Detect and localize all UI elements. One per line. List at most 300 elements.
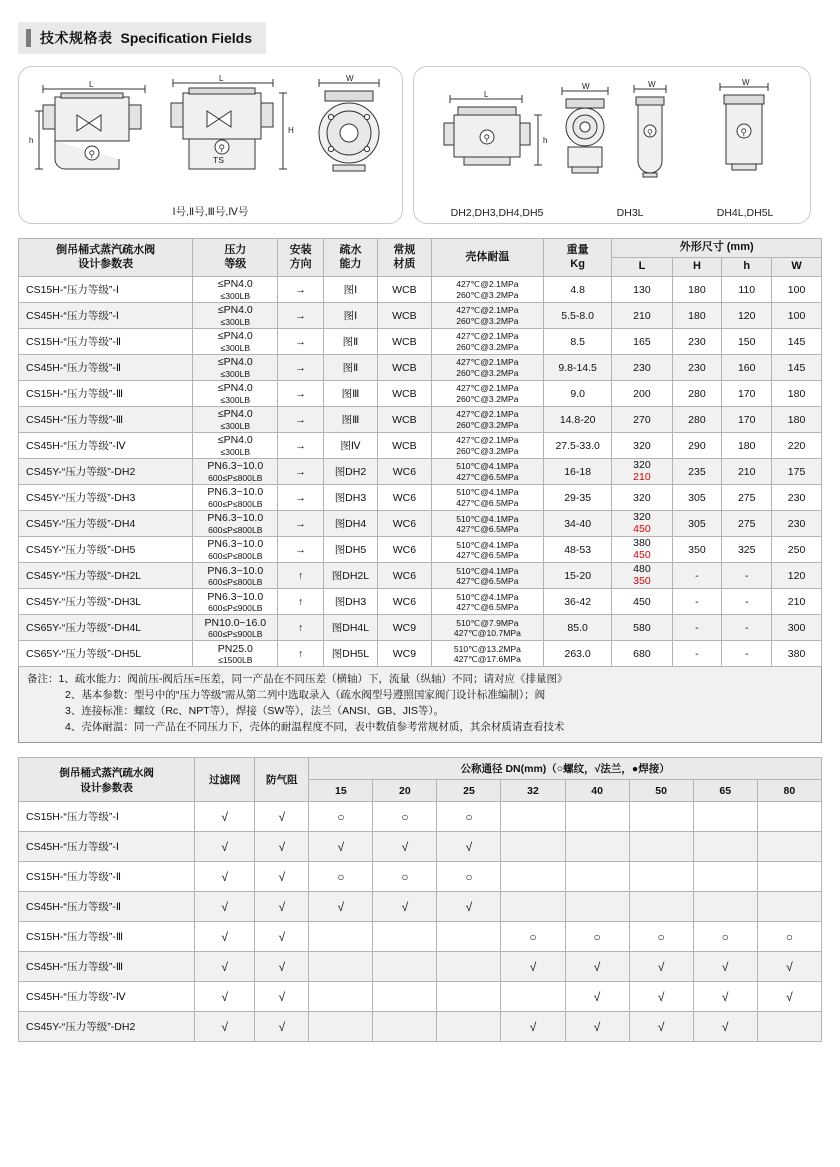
spec-cell-dim-h: 280 <box>672 381 722 407</box>
title-tick-icon <box>26 29 31 47</box>
spec-cell-pressure: PN10.0~16.0 600≤P≤900LB <box>193 615 278 641</box>
svg-text:⚲: ⚲ <box>218 143 226 153</box>
spec-cell-pressure: PN6.3~10.0 600≤P≤800LB <box>193 563 278 589</box>
dn-header-size-40: 40 <box>565 780 629 802</box>
spec-cell-install-direction: ↑ <box>278 589 324 615</box>
spec-cell-pressure: ≤PN4.0 ≤300LB <box>193 329 278 355</box>
spec-cell-install-direction: → <box>278 303 324 329</box>
spec-cell-dim-l: 580 <box>612 615 672 641</box>
dn-cell-model: CS15H-“压力等级”-Ⅱ <box>19 862 195 892</box>
spec-cell-temperature: 427℃@2.1MPa 260℃@3.2MPa <box>431 407 543 433</box>
dn-cell-size-32: √ <box>501 1012 565 1042</box>
dn-cell-size-50: √ <box>629 1012 693 1042</box>
dn-header-size-25: 25 <box>437 780 501 802</box>
dn-cell-airlock: √ <box>255 832 309 862</box>
dn-cell-airlock: √ <box>255 892 309 922</box>
dn-cell-size-65: √ <box>693 982 757 1012</box>
spec-cell-dim-l: 480 350 <box>612 563 672 589</box>
spec-header-dim-h: H <box>672 258 722 277</box>
spec-table-row <box>19 407 822 433</box>
spec-cell-weight: 85.0 <box>543 615 611 641</box>
dn-table-row <box>19 982 822 1012</box>
spec-cell-temperature: 510℃@13.2MPa 427℃@17.6MPa <box>431 641 543 667</box>
dn-cell-size-50 <box>629 832 693 862</box>
dn-cell-size-40 <box>565 802 629 832</box>
spec-cell-install-direction: → <box>278 485 324 511</box>
dn-cell-airlock: √ <box>255 952 309 982</box>
spec-cell-model: CS45Y-“压力等级”-DH5 <box>19 537 193 563</box>
svg-text:⚲: ⚲ <box>483 133 491 143</box>
dn-header-filter: 过滤网 <box>195 758 255 802</box>
spec-cell-drain-figure: 图DH5L <box>323 641 377 667</box>
dn-cell-size-15 <box>309 1012 373 1042</box>
dn-table-row <box>19 952 822 982</box>
spec-cell-drain-figure: 图DH4 <box>323 511 377 537</box>
spec-cell-drain-figure: 图Ⅳ <box>323 433 377 459</box>
spec-table-row <box>19 433 822 459</box>
spec-table-row <box>19 615 822 641</box>
drawing-panels <box>18 66 822 224</box>
spec-cell-drain-figure: 图Ⅲ <box>323 407 377 433</box>
spec-cell-weight: 263.0 <box>543 641 611 667</box>
spec-cell-dim-w: 175 <box>772 459 822 485</box>
spec-cell-weight: 5.5-8.0 <box>543 303 611 329</box>
dn-cell-size-20: √ <box>373 892 437 922</box>
spec-cell-model: CS45H-“压力等级”-Ⅰ <box>19 303 193 329</box>
spec-cell-pressure: PN6.3~10.0 600≤P≤800LB <box>193 537 278 563</box>
trap-drawing-group-2 <box>414 67 810 217</box>
spec-cell-weight: 9.8-14.5 <box>543 355 611 381</box>
spec-cell-model: CS45H-“压力等级”-Ⅱ <box>19 355 193 381</box>
spec-cell-dim-w: 230 <box>772 485 822 511</box>
spec-cell-install-direction: ↑ <box>278 615 324 641</box>
dn-cell-size-50: √ <box>629 982 693 1012</box>
spec-cell-install-direction: → <box>278 329 324 355</box>
dn-cell-size-65 <box>693 892 757 922</box>
spec-cell-weight: 4.8 <box>543 277 611 303</box>
spec-cell-material: WCB <box>377 381 431 407</box>
dn-cell-size-40 <box>565 832 629 862</box>
dn-cell-size-80 <box>757 892 821 922</box>
dn-cell-size-15: ○ <box>309 862 373 892</box>
dn-cell-size-32 <box>501 892 565 922</box>
spec-cell-dim-h-small: - <box>722 641 772 667</box>
spec-cell-dim-h-small: 170 <box>722 407 772 433</box>
spec-cell-model: CS65Y-“压力等级”-DH5L <box>19 641 193 667</box>
spec-header-model: 倒吊桶式蒸汽疏水阀 设计参数表 <box>19 239 193 277</box>
spec-cell-dim-l: 230 <box>612 355 672 381</box>
spec-header-dimensions: 外形尺寸 (mm) <box>612 239 822 258</box>
spec-cell-temperature: 427℃@2.1MPa 260℃@3.2MPa <box>431 381 543 407</box>
spec-cell-dim-w: 220 <box>772 433 822 459</box>
svg-text:⚲: ⚲ <box>88 149 96 159</box>
dn-cell-size-32 <box>501 802 565 832</box>
page-title <box>18 22 266 54</box>
dn-cell-airlock: √ <box>255 982 309 1012</box>
spec-table-row <box>19 589 822 615</box>
spec-header-dim-h-small: h <box>722 258 772 277</box>
dn-cell-airlock: √ <box>255 862 309 892</box>
page-title-cn: 技术规格表 <box>40 30 113 46</box>
spec-cell-dim-h-small: 110 <box>722 277 772 303</box>
spec-table-row <box>19 381 822 407</box>
dn-cell-size-25: √ <box>437 892 501 922</box>
dn-cell-size-32 <box>501 982 565 1012</box>
spec-cell-temperature: 510℃@4.1MPa 427℃@6.5MPa <box>431 589 543 615</box>
dn-cell-size-80 <box>757 862 821 892</box>
drawing-caption-left: Ⅰ号,Ⅱ号,Ⅲ号,Ⅳ号 <box>172 206 249 218</box>
spec-cell-temperature: 510℃@4.1MPa 427℃@6.5MPa <box>431 485 543 511</box>
spec-cell-pressure: ≤PN4.0 ≤300LB <box>193 277 278 303</box>
spec-cell-model: CS45H-“压力等级”-Ⅳ <box>19 433 193 459</box>
spec-cell-install-direction: → <box>278 381 324 407</box>
dn-cell-size-15: √ <box>309 832 373 862</box>
spec-header-temperature: 壳体耐温 <box>431 239 543 277</box>
drawing-captions-right <box>414 207 810 219</box>
svg-text:H: H <box>288 126 294 135</box>
spec-header-dim-l: L <box>612 258 672 277</box>
spec-cell-dim-h: 180 <box>672 277 722 303</box>
dn-header-size-50: 50 <box>629 780 693 802</box>
dn-cell-size-50 <box>629 862 693 892</box>
spec-cell-model: CS45H-“压力等级”-Ⅲ <box>19 407 193 433</box>
spec-cell-dim-w: 380 <box>772 641 822 667</box>
spec-cell-temperature: 510℃@4.1MPa 427℃@6.5MPa <box>431 459 543 485</box>
spec-cell-weight: 34-40 <box>543 511 611 537</box>
spec-cell-dim-w: 180 <box>772 381 822 407</box>
spec-cell-dim-l: 320 <box>612 485 672 511</box>
spec-cell-model: CS15H-“压力等级”-Ⅱ <box>19 329 193 355</box>
spec-cell-dim-h: - <box>672 563 722 589</box>
spec-cell-drain-figure: 图Ⅱ <box>323 355 377 381</box>
spec-cell-dim-h-small: 120 <box>722 303 772 329</box>
dn-cell-size-65 <box>693 802 757 832</box>
spec-cell-install-direction: ↑ <box>278 641 324 667</box>
spec-cell-material: WCB <box>377 407 431 433</box>
dn-header-row-1 <box>19 758 822 780</box>
drawing-caption-dh3l: DH3L <box>616 207 644 219</box>
dn-cell-model: CS45H-“压力等级”-Ⅳ <box>19 982 195 1012</box>
spec-cell-drain-figure: 图DH4L <box>323 615 377 641</box>
spec-cell-dim-l: 450 <box>612 589 672 615</box>
spec-cell-install-direction: → <box>278 355 324 381</box>
dn-cell-size-65: √ <box>693 1012 757 1042</box>
spec-cell-model: CS45Y-“压力等级”-DH2 <box>19 459 193 485</box>
dn-cell-size-40: √ <box>565 952 629 982</box>
dn-header-nominal-diameter: 公称通径 DN(mm)（○螺纹，√法兰，●焊接） <box>309 758 822 780</box>
spec-cell-pressure: ≤PN4.0 ≤300LB <box>193 381 278 407</box>
spec-cell-temperature: 510℃@7.9MPa 427℃@10.7MPa <box>431 615 543 641</box>
dn-cell-airlock: √ <box>255 802 309 832</box>
dn-header-size-32: 32 <box>501 780 565 802</box>
dn-cell-size-32 <box>501 862 565 892</box>
dn-table-row <box>19 802 822 832</box>
dn-cell-filter: √ <box>195 1012 255 1042</box>
page-title-en: Specification Fields <box>120 30 252 46</box>
spec-cell-dim-l: 380 450 <box>612 537 672 563</box>
spec-header-drain: 疏水 能力 <box>323 239 377 277</box>
spec-cell-dim-l: 270 <box>612 407 672 433</box>
remark-line-4: 4、壳体耐温：同一产品在不同压力下，壳体的耐温程度不同，表中数值参考常规材质，其余材质请查看技术 <box>65 720 565 733</box>
spec-cell-dim-l: 320 450 <box>612 511 672 537</box>
spec-cell-dim-h-small: 150 <box>722 329 772 355</box>
spec-header-dim-w: W <box>772 258 822 277</box>
spec-cell-dim-h-small: 170 <box>722 381 772 407</box>
spec-cell-weight: 48-53 <box>543 537 611 563</box>
spec-table-row <box>19 303 822 329</box>
svg-text:L: L <box>219 74 224 83</box>
spec-cell-dim-h: - <box>672 589 722 615</box>
svg-text:W: W <box>648 80 656 89</box>
spec-cell-temperature: 510℃@4.1MPa 427℃@6.5MPa <box>431 563 543 589</box>
spec-table-row <box>19 459 822 485</box>
dn-cell-size-32: ○ <box>501 922 565 952</box>
spec-cell-dim-h-small: 325 <box>722 537 772 563</box>
dn-cell-filter: √ <box>195 802 255 832</box>
dn-cell-size-15 <box>309 922 373 952</box>
dn-cell-model: CS15H-“压力等级”-Ⅰ <box>19 802 195 832</box>
spec-header-weight: 重量 Kg <box>543 239 611 277</box>
dn-cell-size-20: ○ <box>373 802 437 832</box>
dn-cell-size-25 <box>437 1012 501 1042</box>
dn-cell-size-80 <box>757 1012 821 1042</box>
dn-cell-model: CS45H-“压力等级”-Ⅱ <box>19 892 195 922</box>
dn-cell-filter: √ <box>195 892 255 922</box>
dn-header-size-65: 65 <box>693 780 757 802</box>
spec-cell-install-direction: → <box>278 537 324 563</box>
spec-table-row <box>19 511 822 537</box>
specification-table <box>18 238 822 667</box>
spec-cell-dim-h: - <box>672 615 722 641</box>
dn-cell-size-15: √ <box>309 892 373 922</box>
dn-cell-airlock: √ <box>255 1012 309 1042</box>
dn-cell-size-25: ○ <box>437 802 501 832</box>
spec-cell-material: WC6 <box>377 589 431 615</box>
spec-cell-material: WCB <box>377 433 431 459</box>
svg-text:⚲: ⚲ <box>647 128 653 137</box>
spec-cell-drain-figure: 图Ⅰ <box>323 303 377 329</box>
spec-header-material: 常规 材质 <box>377 239 431 277</box>
spec-cell-material: WCB <box>377 277 431 303</box>
dn-cell-filter: √ <box>195 952 255 982</box>
spec-cell-temperature: 427℃@2.1MPa 260℃@3.2MPa <box>431 329 543 355</box>
dn-cell-size-65 <box>693 862 757 892</box>
spec-cell-model: CS45Y-“压力等级”-DH2L <box>19 563 193 589</box>
dn-table <box>18 757 822 1042</box>
dn-cell-size-80: √ <box>757 982 821 1012</box>
dn-header-model: 倒吊桶式蒸汽疏水阀 设计参数表 <box>19 758 195 802</box>
dn-cell-size-65 <box>693 832 757 862</box>
dn-header-size-15: 15 <box>309 780 373 802</box>
dn-table-row <box>19 832 822 862</box>
spec-table-row <box>19 277 822 303</box>
dn-cell-size-25 <box>437 922 501 952</box>
dn-cell-size-20 <box>373 982 437 1012</box>
drawing-caption-dh4l5l: DH4L,DH5L <box>716 207 774 219</box>
dn-cell-size-50: √ <box>629 952 693 982</box>
spec-cell-dim-h-small: 160 <box>722 355 772 381</box>
spec-cell-dim-l: 320 210 <box>612 459 672 485</box>
dn-cell-airlock: √ <box>255 922 309 952</box>
dn-cell-size-40: √ <box>565 982 629 1012</box>
spec-cell-temperature: 427℃@2.1MPa 260℃@3.2MPa <box>431 303 543 329</box>
spec-cell-material: WC9 <box>377 615 431 641</box>
spec-cell-weight: 27.5-33.0 <box>543 433 611 459</box>
spec-cell-dim-h: 230 <box>672 355 722 381</box>
dn-cell-model: CS45H-“压力等级”-Ⅲ <box>19 952 195 982</box>
spec-cell-drain-figure: 图DH2L <box>323 563 377 589</box>
dn-cell-size-32: √ <box>501 952 565 982</box>
dn-cell-model: CS45H-“压力等级”-Ⅰ <box>19 832 195 862</box>
spec-cell-install-direction: → <box>278 433 324 459</box>
spec-cell-material: WC6 <box>377 563 431 589</box>
spec-cell-dim-h-small: - <box>722 615 772 641</box>
svg-text:W: W <box>346 74 354 83</box>
drawing-caption-dh2345: DH2,DH3,DH4,DH5 <box>450 207 544 219</box>
spec-cell-weight: 14.8-20 <box>543 407 611 433</box>
spec-cell-dim-w: 250 <box>772 537 822 563</box>
spec-cell-dim-h-small: 180 <box>722 433 772 459</box>
dn-cell-size-50: ○ <box>629 922 693 952</box>
dn-header-airlock: 防气阻 <box>255 758 309 802</box>
dn-cell-model: CS15H-“压力等级”-Ⅲ <box>19 922 195 952</box>
dn-cell-size-15 <box>309 952 373 982</box>
spec-cell-model: CS15H-“压力等级”-Ⅰ <box>19 277 193 303</box>
spec-cell-drain-figure: 图Ⅲ <box>323 381 377 407</box>
spec-cell-model: CS45Y-“压力等级”-DH4 <box>19 511 193 537</box>
spec-cell-pressure: ≤PN4.0 ≤300LB <box>193 407 278 433</box>
dn-cell-size-20 <box>373 952 437 982</box>
spec-cell-material: WC6 <box>377 511 431 537</box>
spec-cell-drain-figure: 图Ⅰ <box>323 277 377 303</box>
spec-cell-dim-l: 210 <box>612 303 672 329</box>
dn-cell-size-50 <box>629 892 693 922</box>
dn-cell-size-50 <box>629 802 693 832</box>
dn-cell-size-32 <box>501 832 565 862</box>
spec-cell-dim-w: 100 <box>772 303 822 329</box>
spec-cell-pressure: ≤PN4.0 ≤300LB <box>193 303 278 329</box>
dn-cell-size-80 <box>757 802 821 832</box>
spec-cell-material: WC9 <box>377 641 431 667</box>
dn-header-size-80: 80 <box>757 780 821 802</box>
dn-cell-size-40: ○ <box>565 922 629 952</box>
spec-cell-dim-w: 100 <box>772 277 822 303</box>
dn-cell-size-65: ○ <box>693 922 757 952</box>
trap-drawing-group-1 <box>19 67 402 217</box>
spec-cell-model: CS45Y-“压力等级”-DH3 <box>19 485 193 511</box>
svg-text:TS: TS <box>213 155 224 165</box>
spec-cell-temperature: 427℃@2.1MPa 260℃@3.2MPa <box>431 355 543 381</box>
dn-cell-size-40: √ <box>565 1012 629 1042</box>
svg-text:h: h <box>29 136 34 145</box>
spec-cell-pressure: ≤PN4.0 ≤300LB <box>193 355 278 381</box>
dn-cell-size-80 <box>757 832 821 862</box>
spec-cell-install-direction: → <box>278 511 324 537</box>
dn-cell-size-20: ○ <box>373 862 437 892</box>
dn-table-row <box>19 922 822 952</box>
dn-table-row <box>19 862 822 892</box>
spec-cell-pressure: PN6.3~10.0 600≤P≤800LB <box>193 485 278 511</box>
spec-header-install: 安装 方向 <box>278 239 324 277</box>
spec-table-row <box>19 329 822 355</box>
svg-text:W: W <box>742 78 750 87</box>
spec-cell-dim-h-small: - <box>722 589 772 615</box>
spec-cell-pressure: PN6.3~10.0 600≤P≤900LB <box>193 589 278 615</box>
dn-cell-filter: √ <box>195 862 255 892</box>
dn-cell-size-25: √ <box>437 832 501 862</box>
spec-cell-pressure: ≤PN4.0 ≤300LB <box>193 433 278 459</box>
spec-cell-install-direction: ↑ <box>278 563 324 589</box>
dn-cell-model: CS45Y-“压力等级”-DH2 <box>19 1012 195 1042</box>
spec-table-row <box>19 641 822 667</box>
spec-cell-material: WCB <box>377 303 431 329</box>
spec-cell-dim-w: 230 <box>772 511 822 537</box>
dn-cell-size-15: ○ <box>309 802 373 832</box>
spec-cell-dim-h: 305 <box>672 511 722 537</box>
spec-cell-dim-w: 300 <box>772 615 822 641</box>
dn-cell-size-20 <box>373 1012 437 1042</box>
spec-cell-dim-l: 680 <box>612 641 672 667</box>
dn-cell-filter: √ <box>195 982 255 1012</box>
spec-cell-material: WC6 <box>377 459 431 485</box>
spec-cell-pressure: PN25.0 ≤1500LB <box>193 641 278 667</box>
spec-cell-drain-figure: 图Ⅱ <box>323 329 377 355</box>
spec-cell-drain-figure: 图DH5 <box>323 537 377 563</box>
spec-cell-model: CS15H-“压力等级”-Ⅲ <box>19 381 193 407</box>
spec-cell-dim-l: 320 <box>612 433 672 459</box>
dn-cell-size-20: √ <box>373 832 437 862</box>
spec-cell-dim-h: 290 <box>672 433 722 459</box>
spec-cell-temperature: 427℃@2.1MPa 260℃@3.2MPa <box>431 433 543 459</box>
spec-cell-pressure: PN6.3~10.0 600≤P≤800LB <box>193 511 278 537</box>
spec-cell-dim-h: 305 <box>672 485 722 511</box>
spec-cell-dim-h-small: 275 <box>722 485 772 511</box>
spec-cell-dim-h: 180 <box>672 303 722 329</box>
spec-cell-dim-h-small: 210 <box>722 459 772 485</box>
dn-cell-size-20 <box>373 922 437 952</box>
svg-text:L: L <box>484 90 489 99</box>
specification-table-wrap <box>18 238 822 743</box>
remark-block <box>18 667 822 743</box>
dn-cell-size-40 <box>565 862 629 892</box>
spec-table-row <box>19 563 822 589</box>
spec-cell-install-direction: → <box>278 407 324 433</box>
spec-cell-temperature: 510℃@4.1MPa 427℃@6.5MPa <box>431 511 543 537</box>
spec-cell-material: WCB <box>377 329 431 355</box>
spec-cell-install-direction: → <box>278 277 324 303</box>
spec-cell-pressure: PN6.3~10.0 600≤P≤800LB <box>193 459 278 485</box>
spec-cell-dim-h: 230 <box>672 329 722 355</box>
spec-cell-install-direction: → <box>278 459 324 485</box>
spec-cell-weight: 15-20 <box>543 563 611 589</box>
dn-table-row <box>19 892 822 922</box>
spec-table-row <box>19 355 822 381</box>
spec-cell-temperature: 427℃@2.1MPa 260℃@3.2MPa <box>431 277 543 303</box>
spec-cell-dim-w: 145 <box>772 355 822 381</box>
spec-cell-weight: 29-35 <box>543 485 611 511</box>
remark-line-3: 3、连接标准：螺纹（Rc、NPT等），焊接（SW等），法兰（ANSI、GB、JIS等）。 <box>65 704 445 717</box>
spec-cell-weight: 16-18 <box>543 459 611 485</box>
spec-cell-material: WC6 <box>377 485 431 511</box>
spec-cell-dim-h: 280 <box>672 407 722 433</box>
svg-text:W: W <box>582 82 590 91</box>
spec-cell-dim-l: 200 <box>612 381 672 407</box>
dn-cell-size-80: ○ <box>757 922 821 952</box>
spec-cell-model: CS65Y-“压力等级”-DH4L <box>19 615 193 641</box>
spec-cell-drain-figure: 图DH3 <box>323 485 377 511</box>
svg-text:h: h <box>543 136 548 145</box>
spec-cell-material: WCB <box>377 355 431 381</box>
